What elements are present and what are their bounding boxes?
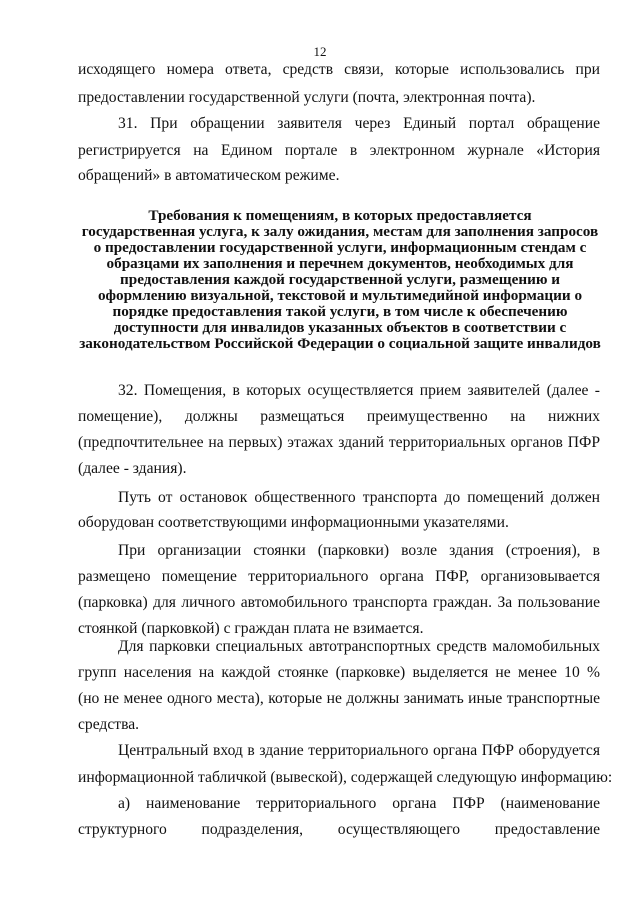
paragraph-32-line: помещение), должны размещаться преимущественно на нижних [78, 408, 600, 425]
paragraph-line: (но не менее одного места), которые не должны занимать иные транспортные [78, 690, 600, 707]
text-line: предоставлении государственной услуги (почта, электронная почта). [78, 89, 536, 106]
heading-line: о предоставлении государственной услуги, информационным стендам с [93, 239, 587, 256]
paragraph-32-line: (далее - здания). [78, 460, 187, 477]
paragraph-31-line: 31. При обращении заявителя через Единый портал обращение [118, 115, 600, 132]
heading-line: предоставления каждой государственной услуги, размещению и [120, 271, 560, 288]
paragraph-line: (парковка) для личного автомобильного транспорта граждан. За пользование [78, 594, 600, 611]
text-line: исходящего номера ответа, средств связи, которые использовались при [78, 61, 600, 78]
heading-line: доступности для инвалидов указанных объектов в соответствии с [113, 319, 567, 336]
list-item-a-line: а) наименование территориального органа ПФР (наименование [118, 795, 600, 812]
section-heading [70, 208, 610, 352]
page-number: 12 [313, 44, 327, 59]
heading-line: государственная услуга, к залу ожидания, местам для заполнения запросов [81, 223, 599, 240]
paragraph-line: средства. [78, 716, 140, 733]
paragraph-31-line: регистрируется на Едином портале в электронном журнале «История [78, 142, 600, 159]
paragraph-line: размещено помещение территориального органа ПФР, организовывается [78, 568, 600, 585]
heading-line: порядке предоставления такой услуги, в том числе к обеспечению [112, 303, 568, 320]
paragraph-31-line: обращений» в автоматическом режиме. [78, 167, 340, 184]
paragraph-line: Путь от остановок общественного транспорта до помещений должен [118, 489, 600, 506]
paragraph-32-line: (предпочтительнее на первых) этажах зданий территориальных органов ПФР [78, 434, 600, 451]
paragraph-line: групп населения на каждой стоянке (парковке) выделяется не менее 10 % [78, 664, 600, 681]
heading-line: оформлению визуальной, текстовой и мультимедийной информации о [97, 287, 583, 304]
heading-line: законодательством Российской Федерации о социальной защите инвалидов [79, 335, 601, 352]
list-item-a-line: структурного подразделения, осуществляющего предоставление [78, 821, 600, 838]
paragraph-line: Для парковки специальных автотранспортных средств маломобильных [118, 638, 600, 655]
paragraph-line: оборудован соответствующими информационными указателями. [78, 514, 509, 531]
heading-line: Требования к помещениям, в которых предоставляется [148, 207, 532, 224]
paragraph-32-line: 32. Помещения, в которых осуществляется прием заявителей (далее - [118, 382, 600, 399]
paragraph-line: Центральный вход в здание территориального органа ПФР оборудуется [118, 742, 600, 759]
heading-line: образцами их заполнения и перечнем документов, необходимых для [106, 255, 574, 272]
paragraph-line: информационной табличкой (вывеской), содержащей следующую информацию: [78, 769, 613, 786]
paragraph-line: При организации стоянки (парковки) возле здания (строения), в [118, 542, 600, 559]
paragraph-line: стоянкой (парковкой) с граждан плата не взимается. [78, 620, 424, 637]
